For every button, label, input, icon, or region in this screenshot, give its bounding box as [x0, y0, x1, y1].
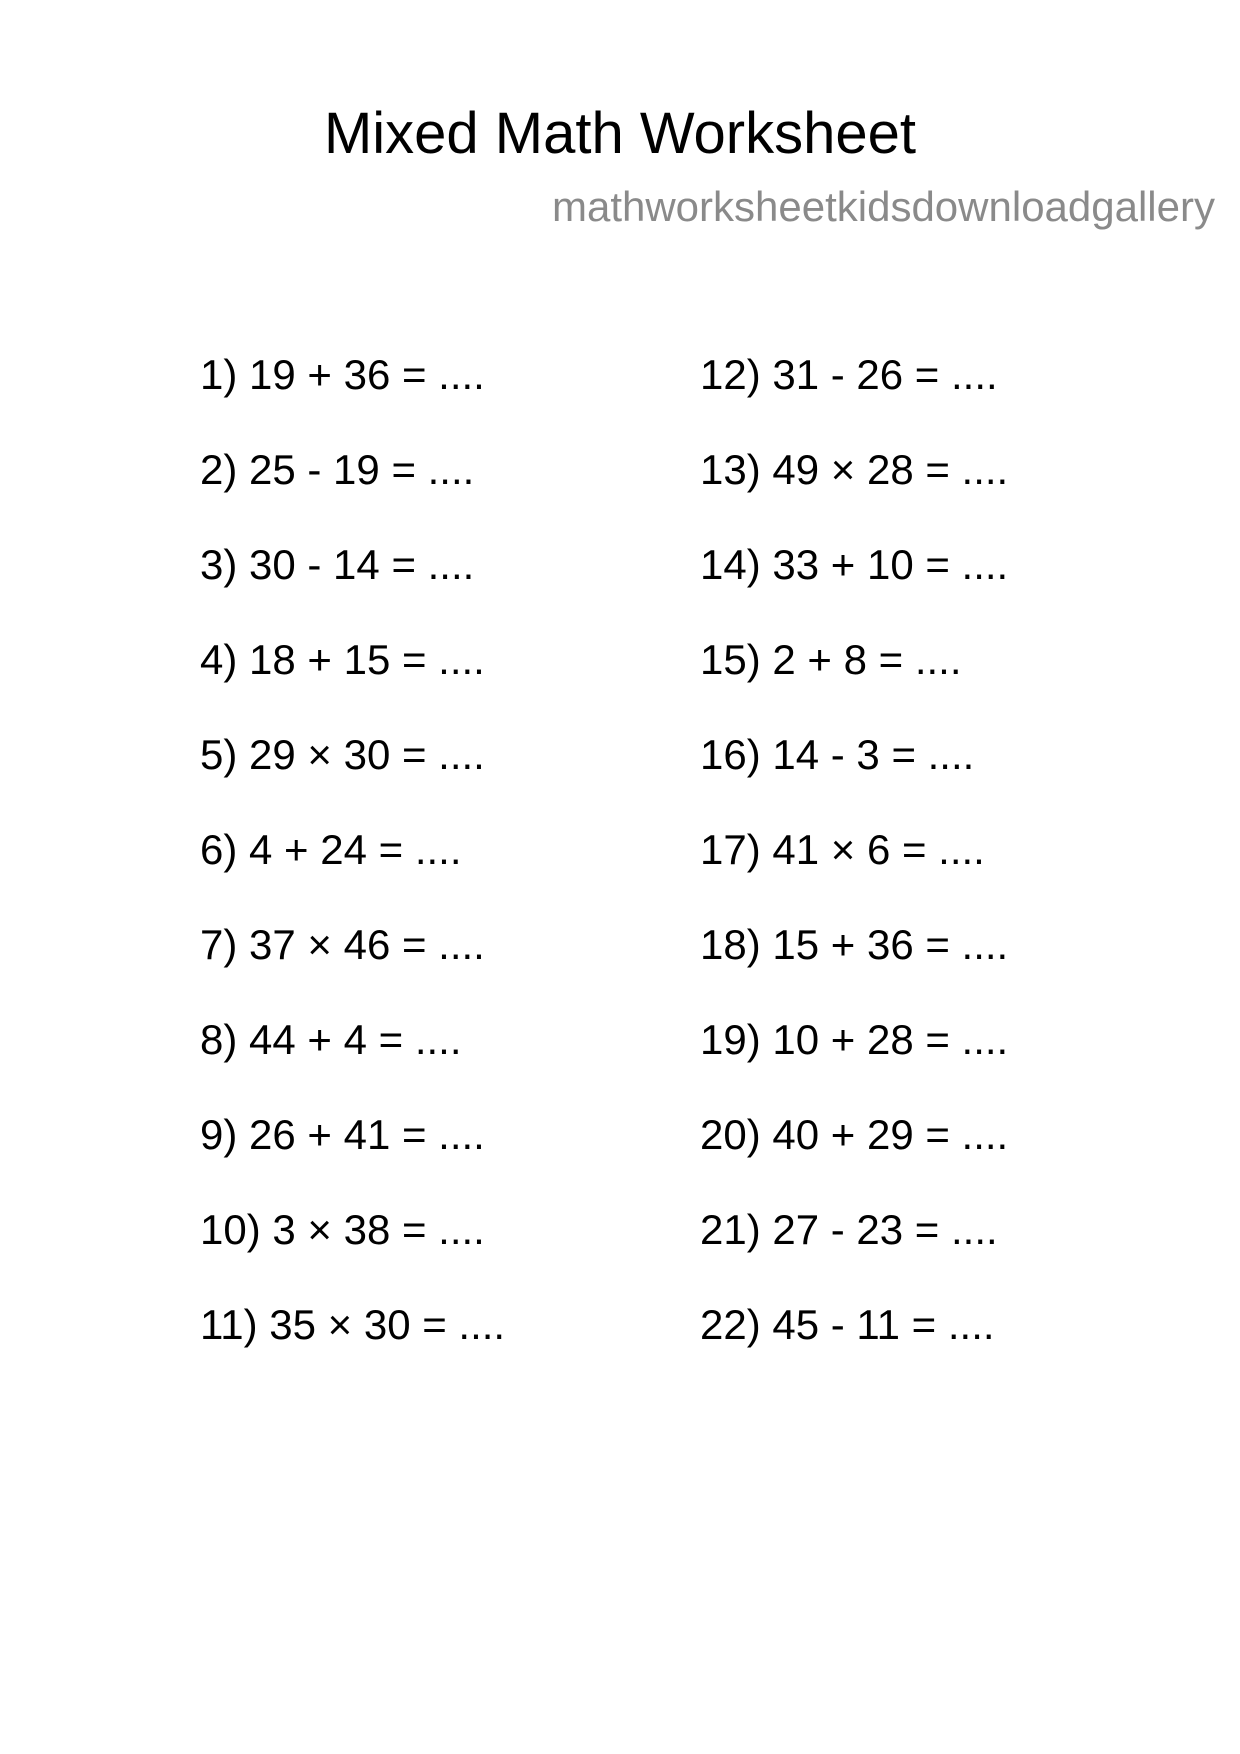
problem-column-left	[200, 350, 505, 1395]
problem-item: 2) 25 - 19 = ....	[200, 446, 475, 493]
problem-item: 17) 41 × 6 = ....	[700, 826, 985, 873]
problem-item: 18) 15 + 36 = ....	[700, 921, 1009, 968]
problem-item: 13) 49 × 28 = ....	[700, 446, 1009, 493]
problem-item: 21) 27 - 23 = ....	[700, 1206, 998, 1253]
problem-item: 11) 35 × 30 = ....	[200, 1301, 506, 1348]
problem-item: 3) 30 - 14 = ....	[200, 541, 475, 588]
problem-item: 7) 37 × 46 = ....	[200, 921, 485, 968]
page-title: Mixed Math Worksheet	[323, 101, 917, 166]
problem-item: 5) 29 × 30 = ....	[200, 731, 485, 778]
problem-item: 10) 3 × 38 = ....	[200, 1206, 485, 1253]
problem-column-right	[700, 350, 1008, 1395]
problem-item: 22) 45 - 11 = ....	[700, 1301, 995, 1348]
problem-item: 14) 33 + 10 = ....	[700, 541, 1009, 588]
problem-item: 12) 31 - 26 = ....	[700, 351, 998, 398]
problem-item: 16) 14 - 3 = ....	[700, 731, 975, 778]
problem-item: 20) 40 + 29 = ....	[700, 1111, 1009, 1158]
problem-item: 15) 2 + 8 = ....	[700, 636, 962, 683]
problem-item: 4) 18 + 15 = ....	[200, 636, 485, 683]
watermark-text: mathworksheetkidsdownloadgallery	[551, 183, 1215, 230]
problem-item: 6) 4 + 24 = ....	[200, 826, 462, 873]
problem-item: 8) 44 + 4 = ....	[200, 1016, 462, 1063]
problem-item: 1) 19 + 36 = ....	[200, 351, 485, 398]
problem-item: 9) 26 + 41 = ....	[200, 1111, 485, 1158]
problem-item: 19) 10 + 28 = ....	[700, 1016, 1009, 1063]
